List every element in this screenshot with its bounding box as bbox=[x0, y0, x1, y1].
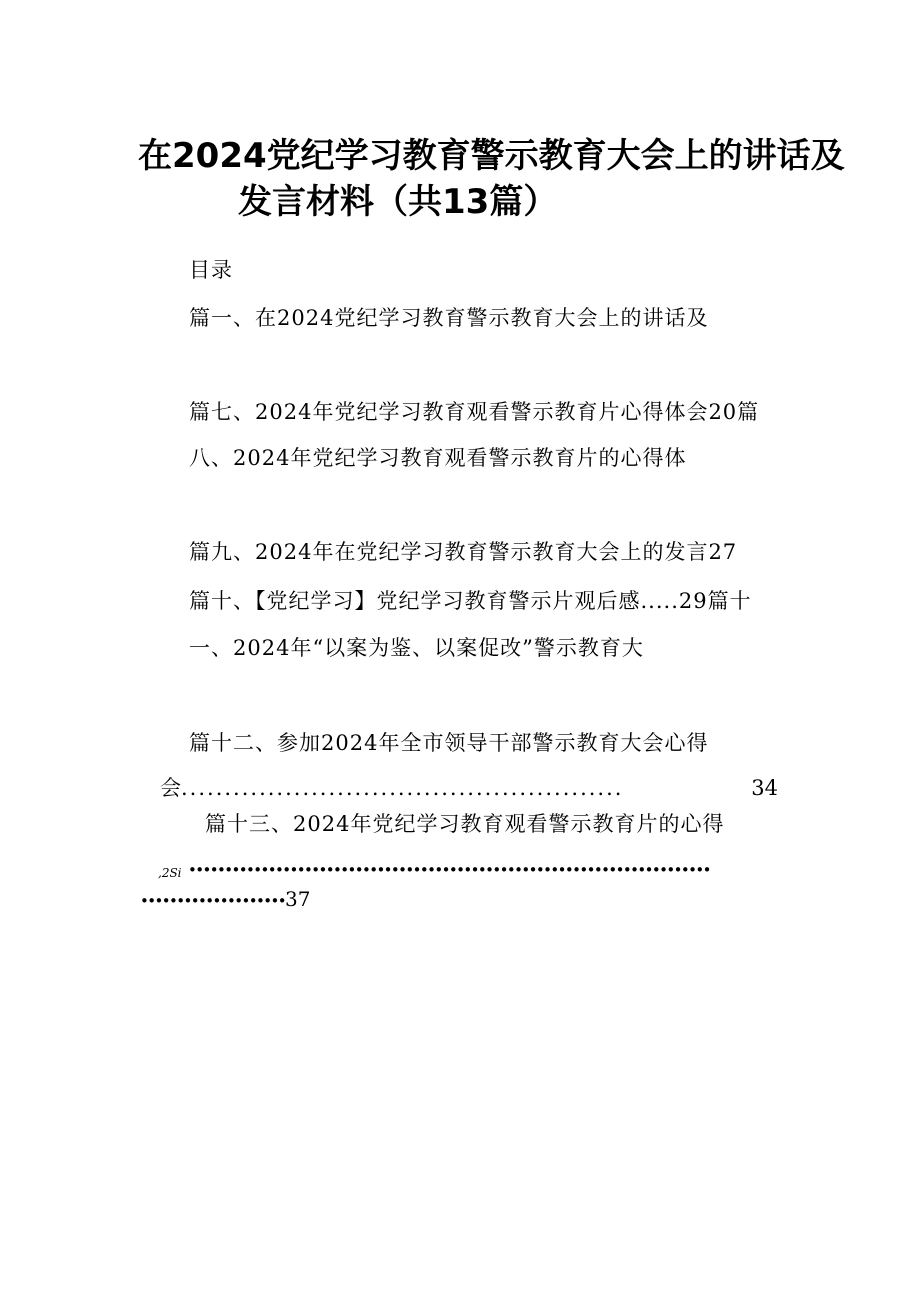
document-title-line-1: 在2024党纪学习教育警示教育大会上的讲话及 bbox=[138, 136, 845, 176]
toc-entry-13-bullet-leader-row-2 bbox=[140, 888, 310, 912]
toc-entry-13-artifact-text: ,2Si bbox=[158, 866, 182, 880]
toc-entry-12-leader-row bbox=[160, 774, 780, 802]
toc-entry-12-dot-leader: ................................................... bbox=[181, 776, 624, 800]
toc-entry-12-page-number: 34 bbox=[751, 776, 778, 800]
toc-entry-12: 篇十二、参加2024年全市领导干部警示教育大会心得 bbox=[189, 731, 709, 755]
toc-entry-11-continued: 一、2024年“以案为鉴、以案促改”警示教育大 bbox=[189, 636, 644, 660]
document-title-line-2: 发言材料（共13篇） bbox=[238, 182, 558, 222]
toc-label: 目录 bbox=[189, 258, 233, 282]
toc-entry-1: 篇一、在2024党纪学习教育警示教育大会上的讲话及 bbox=[189, 306, 709, 330]
toc-entry-12-tail-text: 会 bbox=[160, 776, 181, 800]
toc-entry-8: 八、2024年党纪学习教育观看警示教育片的心得体 bbox=[189, 446, 687, 470]
toc-entry-13-bullet-leader-row-1: •••••••••••••••••••••••••••••••••••••••••••••••••••••••••••••••••••••••• bbox=[188, 861, 710, 879]
toc-entry-13-page-number: 37 bbox=[284, 887, 311, 911]
toc-entry-13-bullet-leader: •••••••••••••••••••• bbox=[140, 892, 285, 910]
toc-entry-13: 篇十三、2024年党纪学习教育观看警示教育片的心得 bbox=[205, 812, 725, 836]
toc-entry-9: 篇九、2024年在党纪学习教育警示教育大会上的发言27 bbox=[189, 540, 738, 564]
toc-entry-10: 篇十、【党纪学习】党纪学习教育警示片观后感.....29篇十 bbox=[189, 589, 752, 613]
toc-entry-7: 篇七、2024年党纪学习教育观看警示教育片心得体会20篇 bbox=[189, 400, 760, 424]
